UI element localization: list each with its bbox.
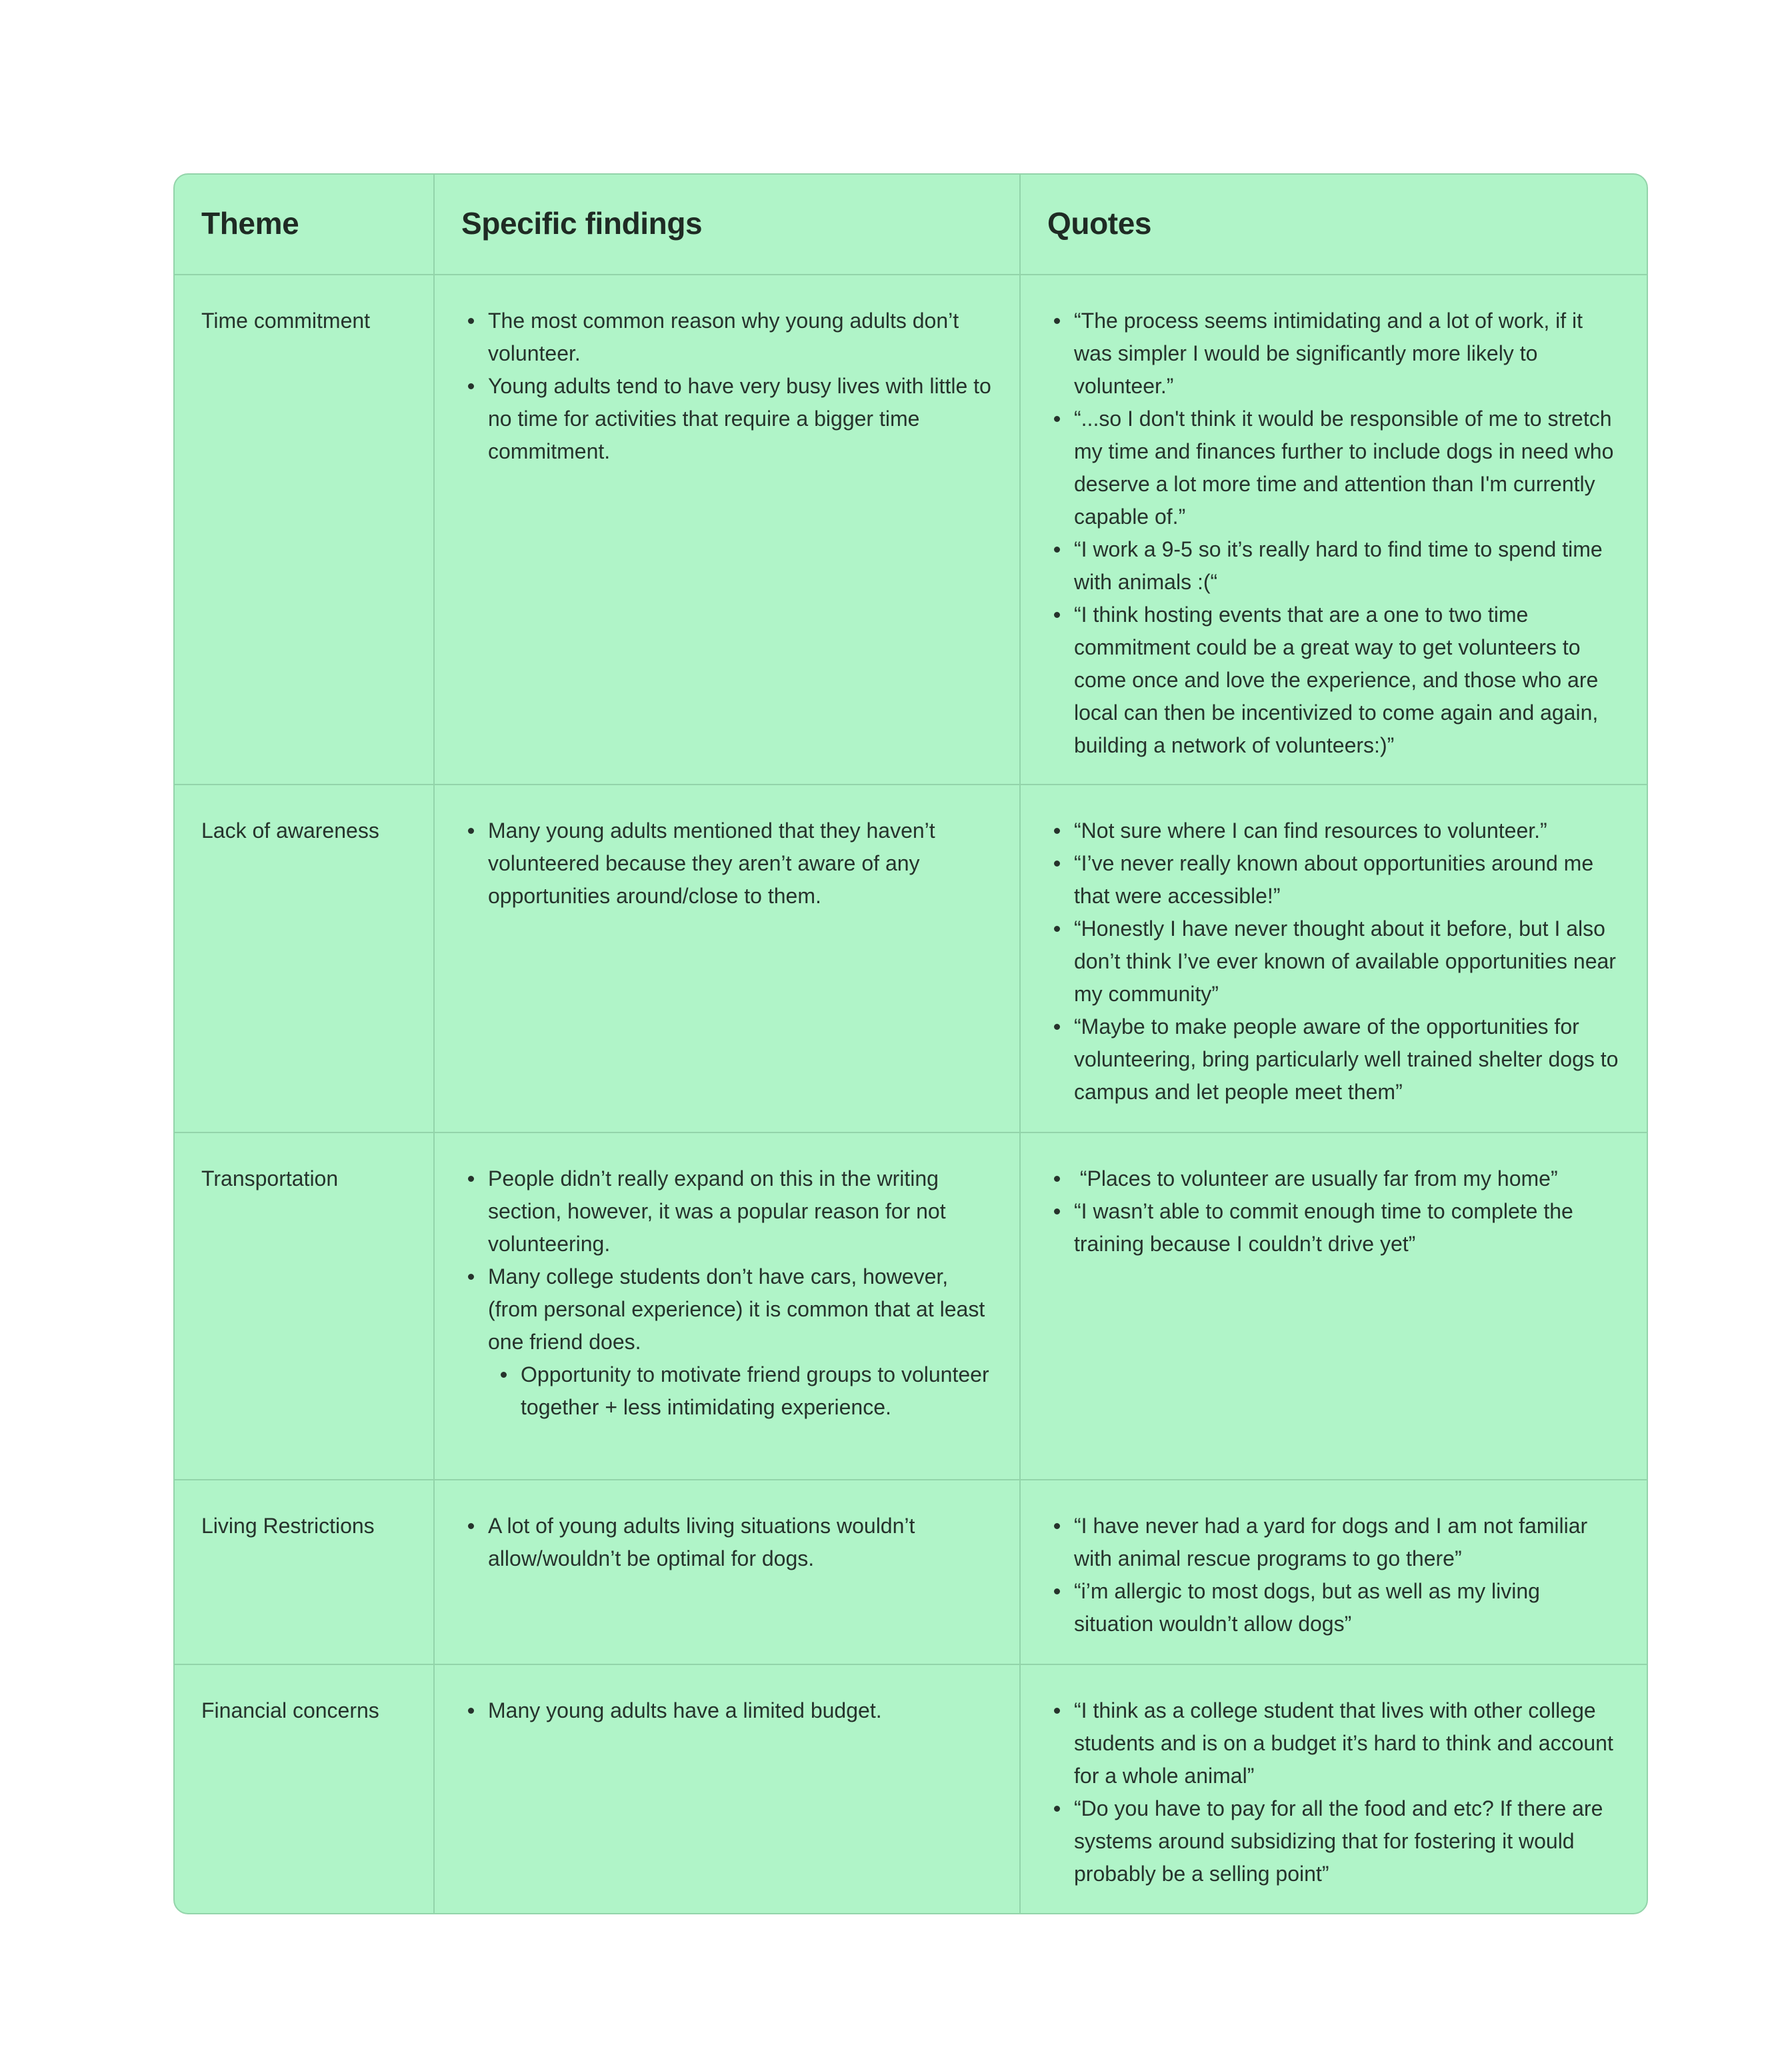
findings-table xyxy=(175,175,1647,1914)
finding-item: Many young adults mentioned that they haven’t volunteered because they aren’t aware of any opportunities around/close to them. xyxy=(488,815,994,913)
finding-item xyxy=(488,1260,994,1424)
findings-cell xyxy=(434,785,1020,1132)
quote-item: “I think as a college student that lives with other college students and is on a budget it’s hard to think and account for a whole animal” xyxy=(1074,1694,1621,1792)
table-row xyxy=(175,785,1647,1132)
quote-item: “Maybe to make people aware of the opportunities for volunteering, bring particularly well trained shelter dogs to campus and let people meet them” xyxy=(1074,1011,1621,1108)
header-specific-findings: Specific findings xyxy=(434,175,1020,275)
theme-cell: Lack of awareness xyxy=(175,785,434,1132)
quotes-cell xyxy=(1020,785,1647,1132)
quotes-list xyxy=(1047,815,1621,1108)
findings-cell xyxy=(434,275,1020,785)
quotes-cell xyxy=(1020,275,1647,785)
quotes-cell xyxy=(1020,1480,1647,1664)
findings-cell xyxy=(434,1664,1020,1914)
findings-sublist xyxy=(488,1358,994,1424)
quote-item: “Not sure where I can find resources to volunteer.” xyxy=(1074,815,1621,847)
quote-item: “I wasn’t able to commit enough time to complete the training because I couldn’t drive yet” xyxy=(1074,1195,1621,1260)
findings-list xyxy=(461,1694,994,1727)
quote-item: “Places to volunteer are usually far from my home” xyxy=(1074,1162,1621,1195)
quote-item: “I work a 9-5 so it’s really hard to find time to spend time with animals :(“ xyxy=(1074,533,1621,599)
quote-item: “I’ve never really known about opportunities around me that were accessible!” xyxy=(1074,847,1621,913)
table-row xyxy=(175,275,1647,785)
quote-item: “The process seems intimidating and a lot of work, if it was simpler I would be significantly more likely to volunteer.” xyxy=(1074,305,1621,403)
finding-item-text: Many college students don’t have cars, however, (from personal experience) it is common that at least one friend does. xyxy=(488,1264,985,1354)
findings-list xyxy=(461,1510,994,1575)
quote-item: “...so I don't think it would be responsible of me to stretch my time and finances further to include dogs in need who deserve a lot more time and attention than I'm currently capable of.” xyxy=(1074,403,1621,533)
findings-list xyxy=(461,815,994,913)
finding-item: A lot of young adults living situations wouldn’t allow/wouldn’t be optimal for dogs. xyxy=(488,1510,994,1575)
finding-item: Young adults tend to have very busy lives with little to no time for activities that require a bigger time commitment. xyxy=(488,370,994,468)
table-row xyxy=(175,1480,1647,1664)
quotes-list xyxy=(1047,305,1621,762)
findings-list xyxy=(461,305,994,468)
theme-cell: Transportation xyxy=(175,1132,434,1480)
quotes-list xyxy=(1047,1510,1621,1640)
finding-item: Many young adults have a limited budget. xyxy=(488,1694,994,1727)
findings-list xyxy=(461,1162,994,1424)
findings-cell xyxy=(434,1480,1020,1664)
table-row xyxy=(175,1132,1647,1480)
header-theme: Theme xyxy=(175,175,434,275)
theme-cell: Time commitment xyxy=(175,275,434,785)
findings-table-card xyxy=(173,173,1648,1914)
finding-item: People didn’t really expand on this in the writing section, however, it was a popular reason for not volunteering. xyxy=(488,1162,994,1260)
quote-item: “I have never had a yard for dogs and I am not familiar with animal rescue programs to go there” xyxy=(1074,1510,1621,1575)
quotes-list xyxy=(1047,1162,1621,1260)
finding-item: The most common reason why young adults don’t volunteer. xyxy=(488,305,994,370)
quotes-cell xyxy=(1020,1664,1647,1914)
finding-subitem: Opportunity to motivate friend groups to volunteer together + less intimidating experience. xyxy=(521,1358,994,1424)
theme-cell: Living Restrictions xyxy=(175,1480,434,1664)
quote-item: “Do you have to pay for all the food and etc? If there are systems around subsidizing that for fostering it would probably be a selling point” xyxy=(1074,1792,1621,1890)
theme-cell: Financial concerns xyxy=(175,1664,434,1914)
quotes-list xyxy=(1047,1694,1621,1890)
quote-item: “i’m allergic to most dogs, but as well as my living situation wouldn’t allow dogs” xyxy=(1074,1575,1621,1640)
quote-item: “I think hosting events that are a one to two time commitment could be a great way to get volunteers to come once and love the experience, and those who are local can then be incentivized to come again and again, building a network of volunteers:)” xyxy=(1074,599,1621,762)
findings-cell xyxy=(434,1132,1020,1480)
quote-item: “Honestly I have never thought about it before, but I also don’t think I’ve ever known of available opportunities near my community” xyxy=(1074,913,1621,1011)
header-quotes: Quotes xyxy=(1020,175,1647,275)
table-row xyxy=(175,1664,1647,1914)
table-header-row xyxy=(175,175,1647,275)
quotes-cell xyxy=(1020,1132,1647,1480)
